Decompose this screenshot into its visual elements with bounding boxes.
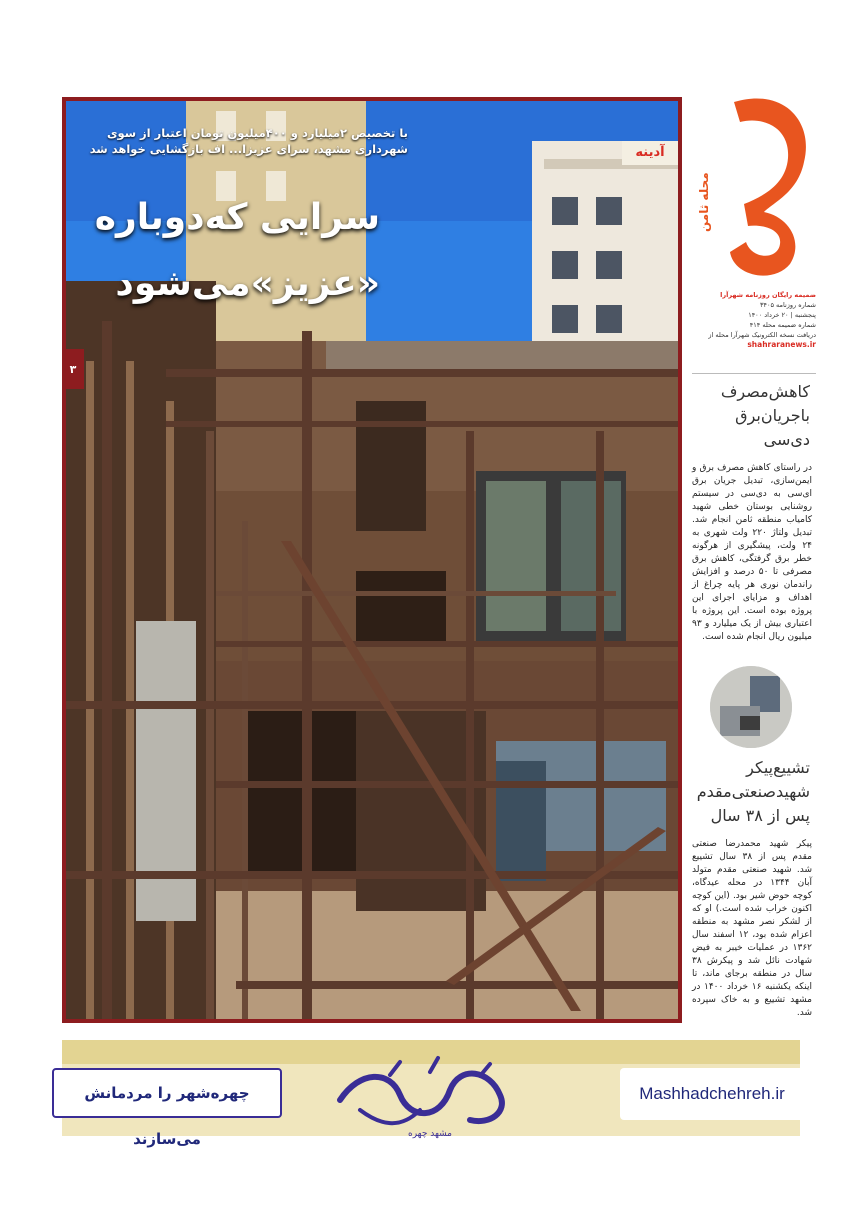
publication-info [692, 290, 816, 350]
photo-kicker: با تخصیص ۲میلیارد و ۴۰۰میلیون تومان اعتبار از سوی شهرداری مشهد، سرای عزیزا... اف بازگشایی خواهد شد [89, 126, 408, 156]
masthead-logo [694, 92, 816, 282]
main-headline-line2: «عزیز»می‌شود [115, 263, 380, 304]
cover-photo [62, 97, 682, 1023]
mashhad-chehreh-logo [330, 1050, 530, 1140]
pubinfo-line4: شماره ضمیمه محله ۴۱۴ [749, 321, 816, 329]
story1-headline: کاهش‌مصرف باجریان‌برق دی‌سی [720, 382, 810, 449]
banner-logo-text: مشهد چهره [408, 1129, 452, 1139]
pubinfo-line5: دریافت نسخه الکترونیک شهرآرا محله از [708, 331, 816, 339]
ad-url-link[interactable]: Mashhadchehreh.ir [620, 1068, 804, 1120]
story2-headline: تشییع‌پیکر شهیدصنعتی‌مقدم پس از ۳۸ سال [696, 758, 810, 825]
story2-body: پیکر شهید محمدرضا صنعتی مقدم پس از ۳۸ سال تشییع شد. شهید صنعتی مقدم متولد آبان ۱۳۴۴ در محله عیدگاه، کوچه حوض شیر بود. (این کوچه اکنون خراب شده است.) او که از لشکر نصر مشهد به منطقه اعزام شده بود، ۱۲ اسفند سال ۱۳۶۲ در عملیات خیبر به فیض شهادت نائل شد و پیکرش ۳۸ سال در منطقه برجای ماند، تا اینکه یکشنبه ۱۶ خرداد ۱۴۰۰ در مشهد تشییع و به خاک سپرده شد. [692, 839, 813, 1018]
pubinfo-line3: پنجشنبه | ۲۰ خرداد ۱۴۰۰ [748, 311, 816, 319]
story2-thumbnail [710, 666, 792, 748]
masthead-subtitle: محله ثامن [697, 172, 711, 232]
main-headline-line1: سرایی که‌دوباره [94, 197, 380, 238]
pubinfo-line2: شماره روزنامه ۳۴۰۵ [759, 301, 816, 309]
pubinfo-line1: ضمیمه رایگان روزنامه شهرآرا [720, 291, 816, 299]
ad-slogan: چهره‌شهر را مردمانش می‌سازند [52, 1068, 282, 1118]
calligraphy-logo-icon [330, 1050, 530, 1140]
main-headline [80, 185, 380, 317]
grave-photo-image [710, 666, 792, 748]
shahrara-logo-icon [694, 92, 816, 282]
pubinfo-site[interactable]: shahraranews.ir [747, 340, 816, 349]
page-number-badge: ۳ [62, 349, 84, 389]
column-divider [692, 373, 816, 374]
masthead-logo-text: شهرآرا [714, 140, 764, 156]
edition-tag: آدینه [622, 141, 678, 165]
story1-body: در راستای کاهش مصرف برق و ایمن‌سازی، تبدیل جریان برق ای‌سی به دی‌سی در سیستم روشنایی بوستان خطی شهید کامیاب منطقه ثامن انجام شد. تبدیل ولتاژ ۲۲۰ ولت شهری به ۲۴ ولت، پیشگیری از هرگونه خطر برق گرفتگی، کاهش برق مصرفی تا ۵۰ درصد و افزایش راندمان نوری هر پایه چراغ از اهداف و مزایای اجرای این پروژه بوده است. این پروژه با اعتباری بیش از یک میلیارد و ۹۳ میلیون ریال انجام شده است. [692, 463, 812, 642]
